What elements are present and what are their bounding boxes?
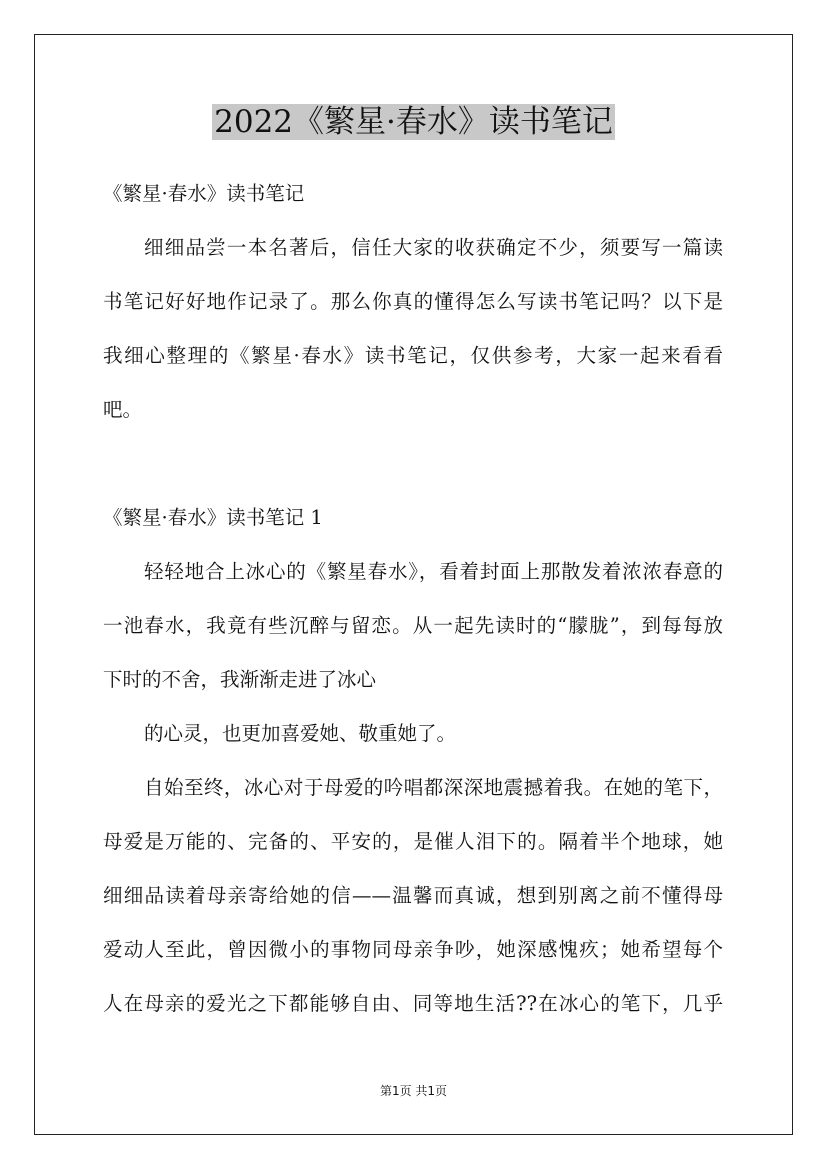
section-line: 的心灵，也更加喜爱她、敬重她了。: [144, 722, 457, 745]
intro-line: 书笔记好好地作记录了。那么你真的懂得怎么写读书笔记吗？以下是: [103, 290, 723, 313]
section-line: 一池春水，我竟有些沉醉与留恋。从一起先读时的“朦胧”，到每每放: [103, 614, 723, 637]
document-title: [0, 101, 827, 143]
section-line: 人在母亲的爱光之下都能够自由、同等地生活??在冰心的笔下，几乎: [103, 992, 723, 1015]
intro-line: 我细心整理的《繁星·春水》读书笔记，仅供参考，大家一起来看看: [103, 344, 723, 367]
section-line: 爱动人至此，曾因微小的事物同母亲争吵，她深感愧疚；她希望每个: [103, 938, 723, 961]
section-line: 自始至终，冰心对于母爱的吟唱都深深地震撼着我。在她的笔下，: [144, 776, 723, 799]
section-line: 下时的不舍，我渐渐走进了冰心: [103, 668, 377, 691]
section-heading: 《繁星·春水》读书笔记 1: [103, 506, 323, 529]
section-line: 母爱是万能的、完备的、平安的，是催人泪下的。隔着半个地球，她: [103, 830, 723, 853]
section-line: 轻轻地合上冰心的《繁星春水》，看着封面上那散发着浓浓春意的: [144, 560, 723, 583]
intro-line: 吧。: [103, 398, 143, 421]
document-subtitle: 《繁星·春水》读书笔记: [103, 182, 305, 205]
section-line: 细细品读着母亲寄给她的信——温馨而真诚，想到别离之前不懂得母: [103, 884, 723, 907]
document-title-text: 2022《繁星·春水》读书笔记: [214, 104, 613, 140]
page-footer: 第1页 共1页: [379, 1084, 448, 1098]
intro-line: 细细品尝一本名著后，信任大家的收获确定不少，须要写一篇读: [144, 236, 723, 259]
